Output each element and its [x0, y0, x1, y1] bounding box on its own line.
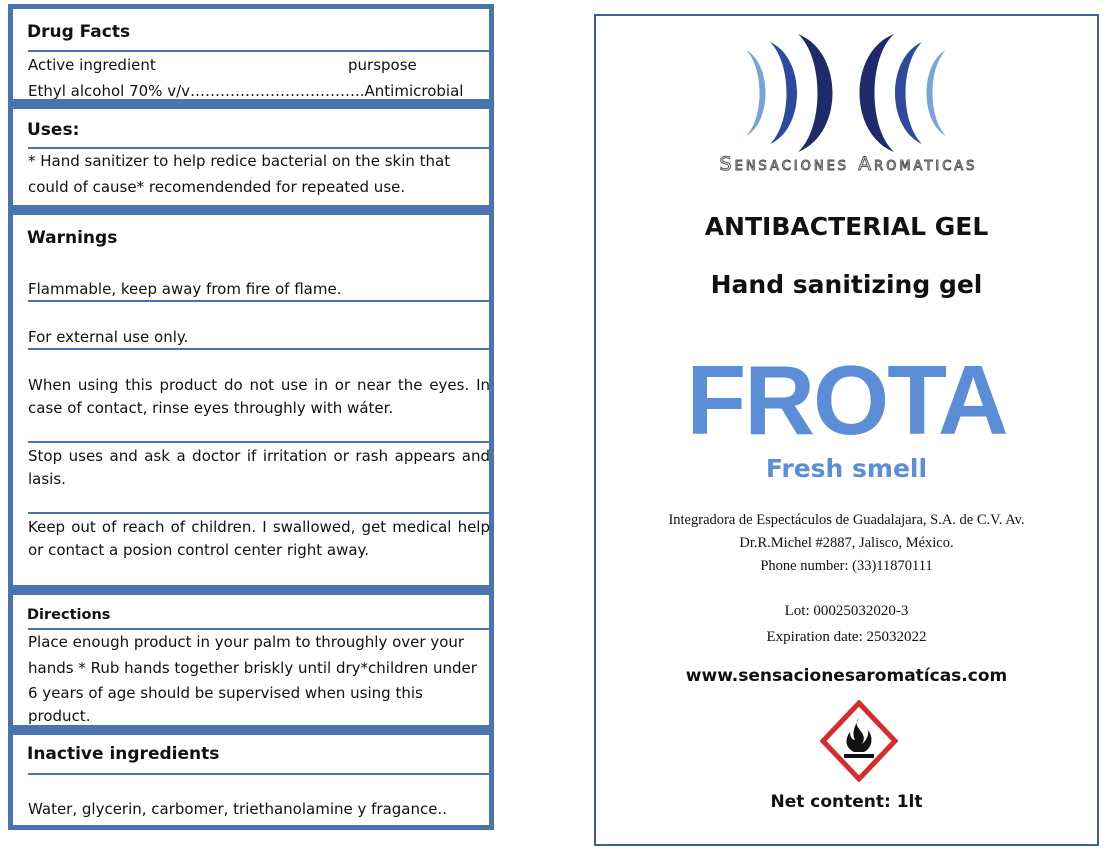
warnings-title: Warnings [27, 228, 118, 248]
product-label [594, 14, 1099, 846]
warning-item: Flammable, keep away from fire of flame. [28, 280, 342, 298]
divider [28, 147, 490, 149]
warnings-box [8, 210, 494, 590]
directions-line-3: 6 years of age should be supervised when using this product. [28, 684, 423, 725]
uses-line-2: could of cause* recomendended for repeated use. [28, 178, 406, 196]
website-link[interactable]: www.sensacionesaromatícas.com [685, 666, 1008, 686]
purpose-header: purspose [348, 56, 417, 74]
drug-facts-title: Drug Facts [27, 22, 131, 42]
product-brand: FROTA [686, 345, 1007, 455]
inactive-title: Inactive ingredients [27, 744, 220, 764]
divider [28, 50, 490, 52]
directions-box [8, 590, 494, 730]
directions-title: Directions [27, 607, 111, 623]
active-ingredient-header: Active ingredient [28, 56, 156, 74]
lot-number: Lot: 00025032020-3 [784, 603, 909, 619]
warning-item: For external use only. [28, 328, 189, 346]
uses-title: Uses: [27, 120, 80, 140]
divider [28, 348, 490, 350]
address-line-2: Dr.R.Michel #2887, Jalisco, México. [739, 535, 954, 551]
address-line-1: Integradora de Espectáculos de Guadalajara, S.A. de C.V. Av. [668, 512, 1025, 528]
drug-facts-box [8, 4, 494, 104]
warning-item: Keep out of reach of children. I swallowed, get medical help or contact a posion control center right away. [28, 518, 490, 559]
flammable-hazard-icon [820, 700, 898, 782]
divider [28, 441, 490, 443]
uses-box [8, 104, 494, 210]
active-ingredient-line: Ethyl alcohol 70% v/v……………………………..Antimicrobial [28, 82, 464, 100]
uses-line-1: * Hand sanitizer to help redice bacterial on the skin that [28, 152, 451, 170]
phone-number: Phone number: (33)11870111 [760, 558, 933, 574]
product-scent: Fresh smell [765, 454, 928, 483]
directions-line-1: Place enough product in your palm to throughly over your [28, 633, 465, 651]
divider [28, 300, 490, 302]
divider [28, 773, 490, 775]
divider [28, 628, 490, 630]
brand-name: Sensaciones Aromaticas [719, 153, 978, 175]
warning-item: When using this product do not use in or near the eyes. In case of contact, rinse eyes throughly with wáter. [28, 376, 490, 417]
product-subtitle: Hand sanitizing gel [710, 270, 983, 299]
inactive-ingredients-box [8, 730, 494, 830]
directions-line-2: hands * Rub hands together briskly until dry*children under [28, 659, 477, 677]
inactive-text: Water, glycerin, carbomer, triethanolamine y fragance.. [28, 800, 448, 818]
divider [28, 512, 490, 514]
logo-crescents-icon [726, 28, 966, 158]
net-content: Net content: 1lt [770, 792, 923, 812]
warning-item: Stop uses and ask a doctor if irritation or rash appears and lasis. [28, 447, 490, 488]
expiration-date: Expiration date: 25032022 [766, 629, 927, 645]
product-title: ANTIBACTERIAL GEL [704, 212, 989, 241]
